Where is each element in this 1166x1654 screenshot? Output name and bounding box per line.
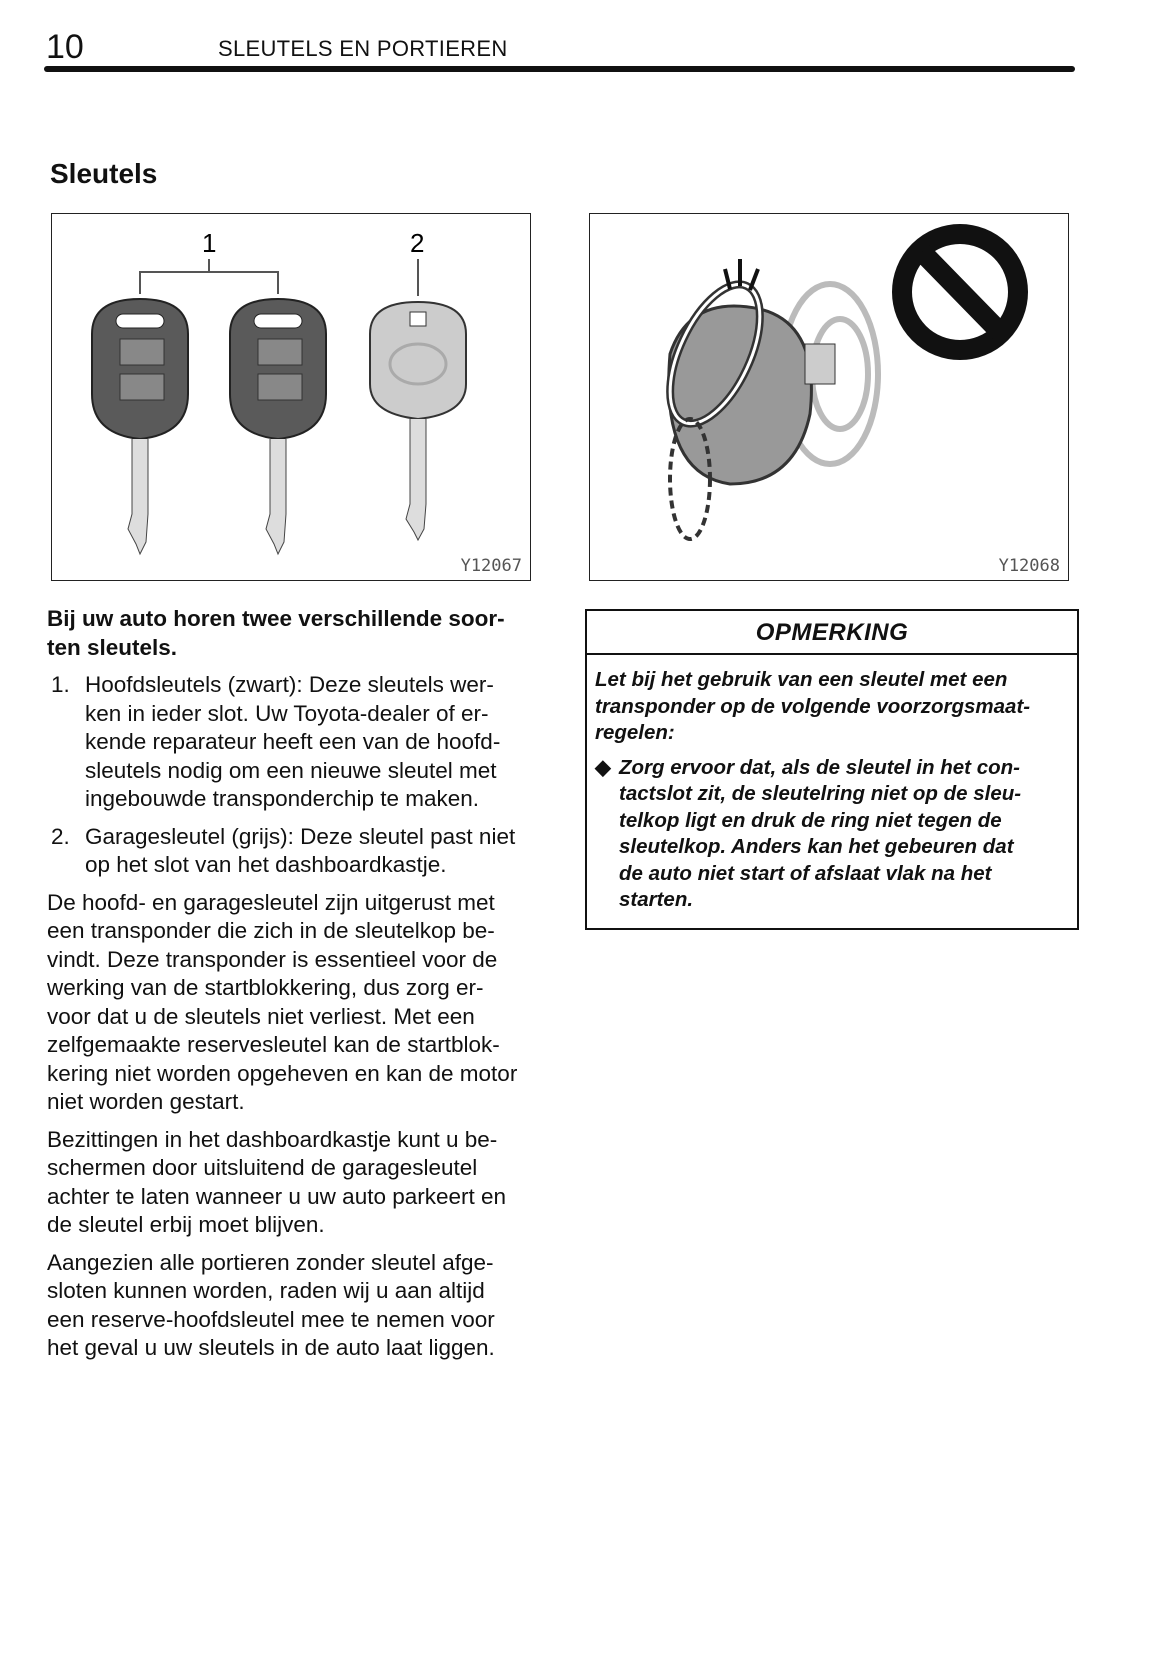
text-line: telkop ligt en druk de ring niet tegen de — [619, 808, 1002, 832]
text-line: een transponder die zich in de sleutelkop be- — [47, 918, 495, 943]
paragraph-transponder — [47, 889, 537, 1117]
list-number: 2. — [51, 823, 70, 849]
section-title: Sleutels — [50, 158, 158, 189]
prohibition-icon — [902, 234, 1018, 350]
paragraph-glovebox — [47, 1126, 537, 1240]
valet-key — [370, 302, 466, 540]
text-line: schermen door uitsluitend de garagesleutel — [47, 1155, 478, 1180]
master-key-2 — [230, 299, 326, 554]
text-line: niet worden gestart. — [47, 1089, 245, 1114]
callout-2: 2 — [410, 228, 425, 258]
text-line: het geval u uw sleutels in de auto laat liggen. — [47, 1335, 495, 1360]
text-line: ten sleutels. — [47, 634, 178, 660]
text-line: kering niet worden opgeheven en kan de motor — [47, 1060, 518, 1086]
text-line: tactslot zit, de sleutelring niet op de sleu- — [619, 782, 1022, 805]
figure-key-ring-warning — [589, 213, 1069, 581]
note-box — [585, 609, 1079, 930]
text-line: werking van de startblokkering, dus zorg er- — [47, 975, 484, 1000]
text-line: op het slot van het dashboardkastje. — [85, 852, 447, 877]
text-line: regelen: — [595, 721, 675, 744]
text-line: vindt. Deze transponder is essentieel voor de — [47, 946, 498, 972]
text-line: transponder op de volgende voorzorgsmaat- — [595, 694, 1031, 718]
note-bullet — [595, 755, 1067, 914]
header-rule — [44, 66, 1075, 72]
lead-paragraph — [47, 605, 537, 662]
callout-1: 1 — [202, 228, 217, 258]
text-line: sleutelkop. Anders kan het gebeuren dat — [619, 835, 1014, 858]
text-line: voor dat u de sleutels niet verliest. Met een — [47, 1003, 475, 1029]
text-line: sloten kunnen worden, raden wij u aan altijd — [47, 1278, 485, 1303]
text-line: Bij uw auto horen twee verschillende soor- — [47, 606, 505, 631]
figure-code: Y12067 — [460, 556, 522, 576]
master-key-1 — [92, 299, 188, 554]
text-line: ingebouwde transponderchip te maken. — [85, 786, 480, 811]
text-line: kende reparateur heeft een van de hoofd- — [85, 729, 501, 754]
text-line: Aangezien alle portieren zonder sleutel afge- — [47, 1249, 494, 1275]
text-line: de auto niet start of afslaat vlak na het — [619, 861, 992, 885]
text-line: sleutels nodig om een nieuwe sleutel met — [85, 757, 497, 783]
text-line: Hoofdsleutels (zwart): Deze sleutels wer- — [85, 672, 494, 697]
text-line: Bezittingen in het dashboardkastje kunt u be- — [47, 1126, 498, 1152]
text-line: zelfgemaakte reservesleutel kan de startblok- — [47, 1032, 500, 1057]
text-line: De hoofd‑ en garagesleutel zijn uitgerust met — [47, 889, 495, 915]
text-line: een reserve‑hoofdsleutel mee te nemen voor — [47, 1306, 495, 1332]
running-title: SLEUTELS EN PORTIEREN — [218, 36, 508, 61]
paragraph-spare-key — [47, 1249, 537, 1363]
list-number: 1. — [51, 672, 70, 697]
list-item — [47, 671, 537, 814]
text-line: achter te laten wanneer u uw auto parkeert en — [47, 1183, 507, 1209]
figure-code: Y12068 — [998, 556, 1060, 576]
note-body — [587, 655, 1077, 928]
text-line: starten. — [619, 888, 694, 911]
list-item — [47, 823, 537, 880]
text-line: Zorg ervoor dat, als de sleutel in het con- — [619, 755, 1020, 779]
text-line: Garagesleutel (grijs): Deze sleutel past niet — [85, 823, 516, 849]
text-line: Let bij het gebruik van een sleutel met een — [595, 668, 1008, 691]
key-ring-illustration — [590, 214, 1068, 580]
text-line: ken in ieder slot. Uw Toyota‑dealer of er- — [85, 700, 489, 726]
left-column-text — [47, 605, 537, 1372]
text-line: de sleutel erbij moet blijven. — [47, 1212, 325, 1237]
figure-keys — [51, 213, 531, 581]
note-title: OPMERKING — [587, 611, 1077, 655]
diamond-bullet-icon: ◆ — [595, 755, 611, 779]
keys-illustration — [52, 214, 530, 580]
page-number: 10 — [46, 28, 84, 66]
